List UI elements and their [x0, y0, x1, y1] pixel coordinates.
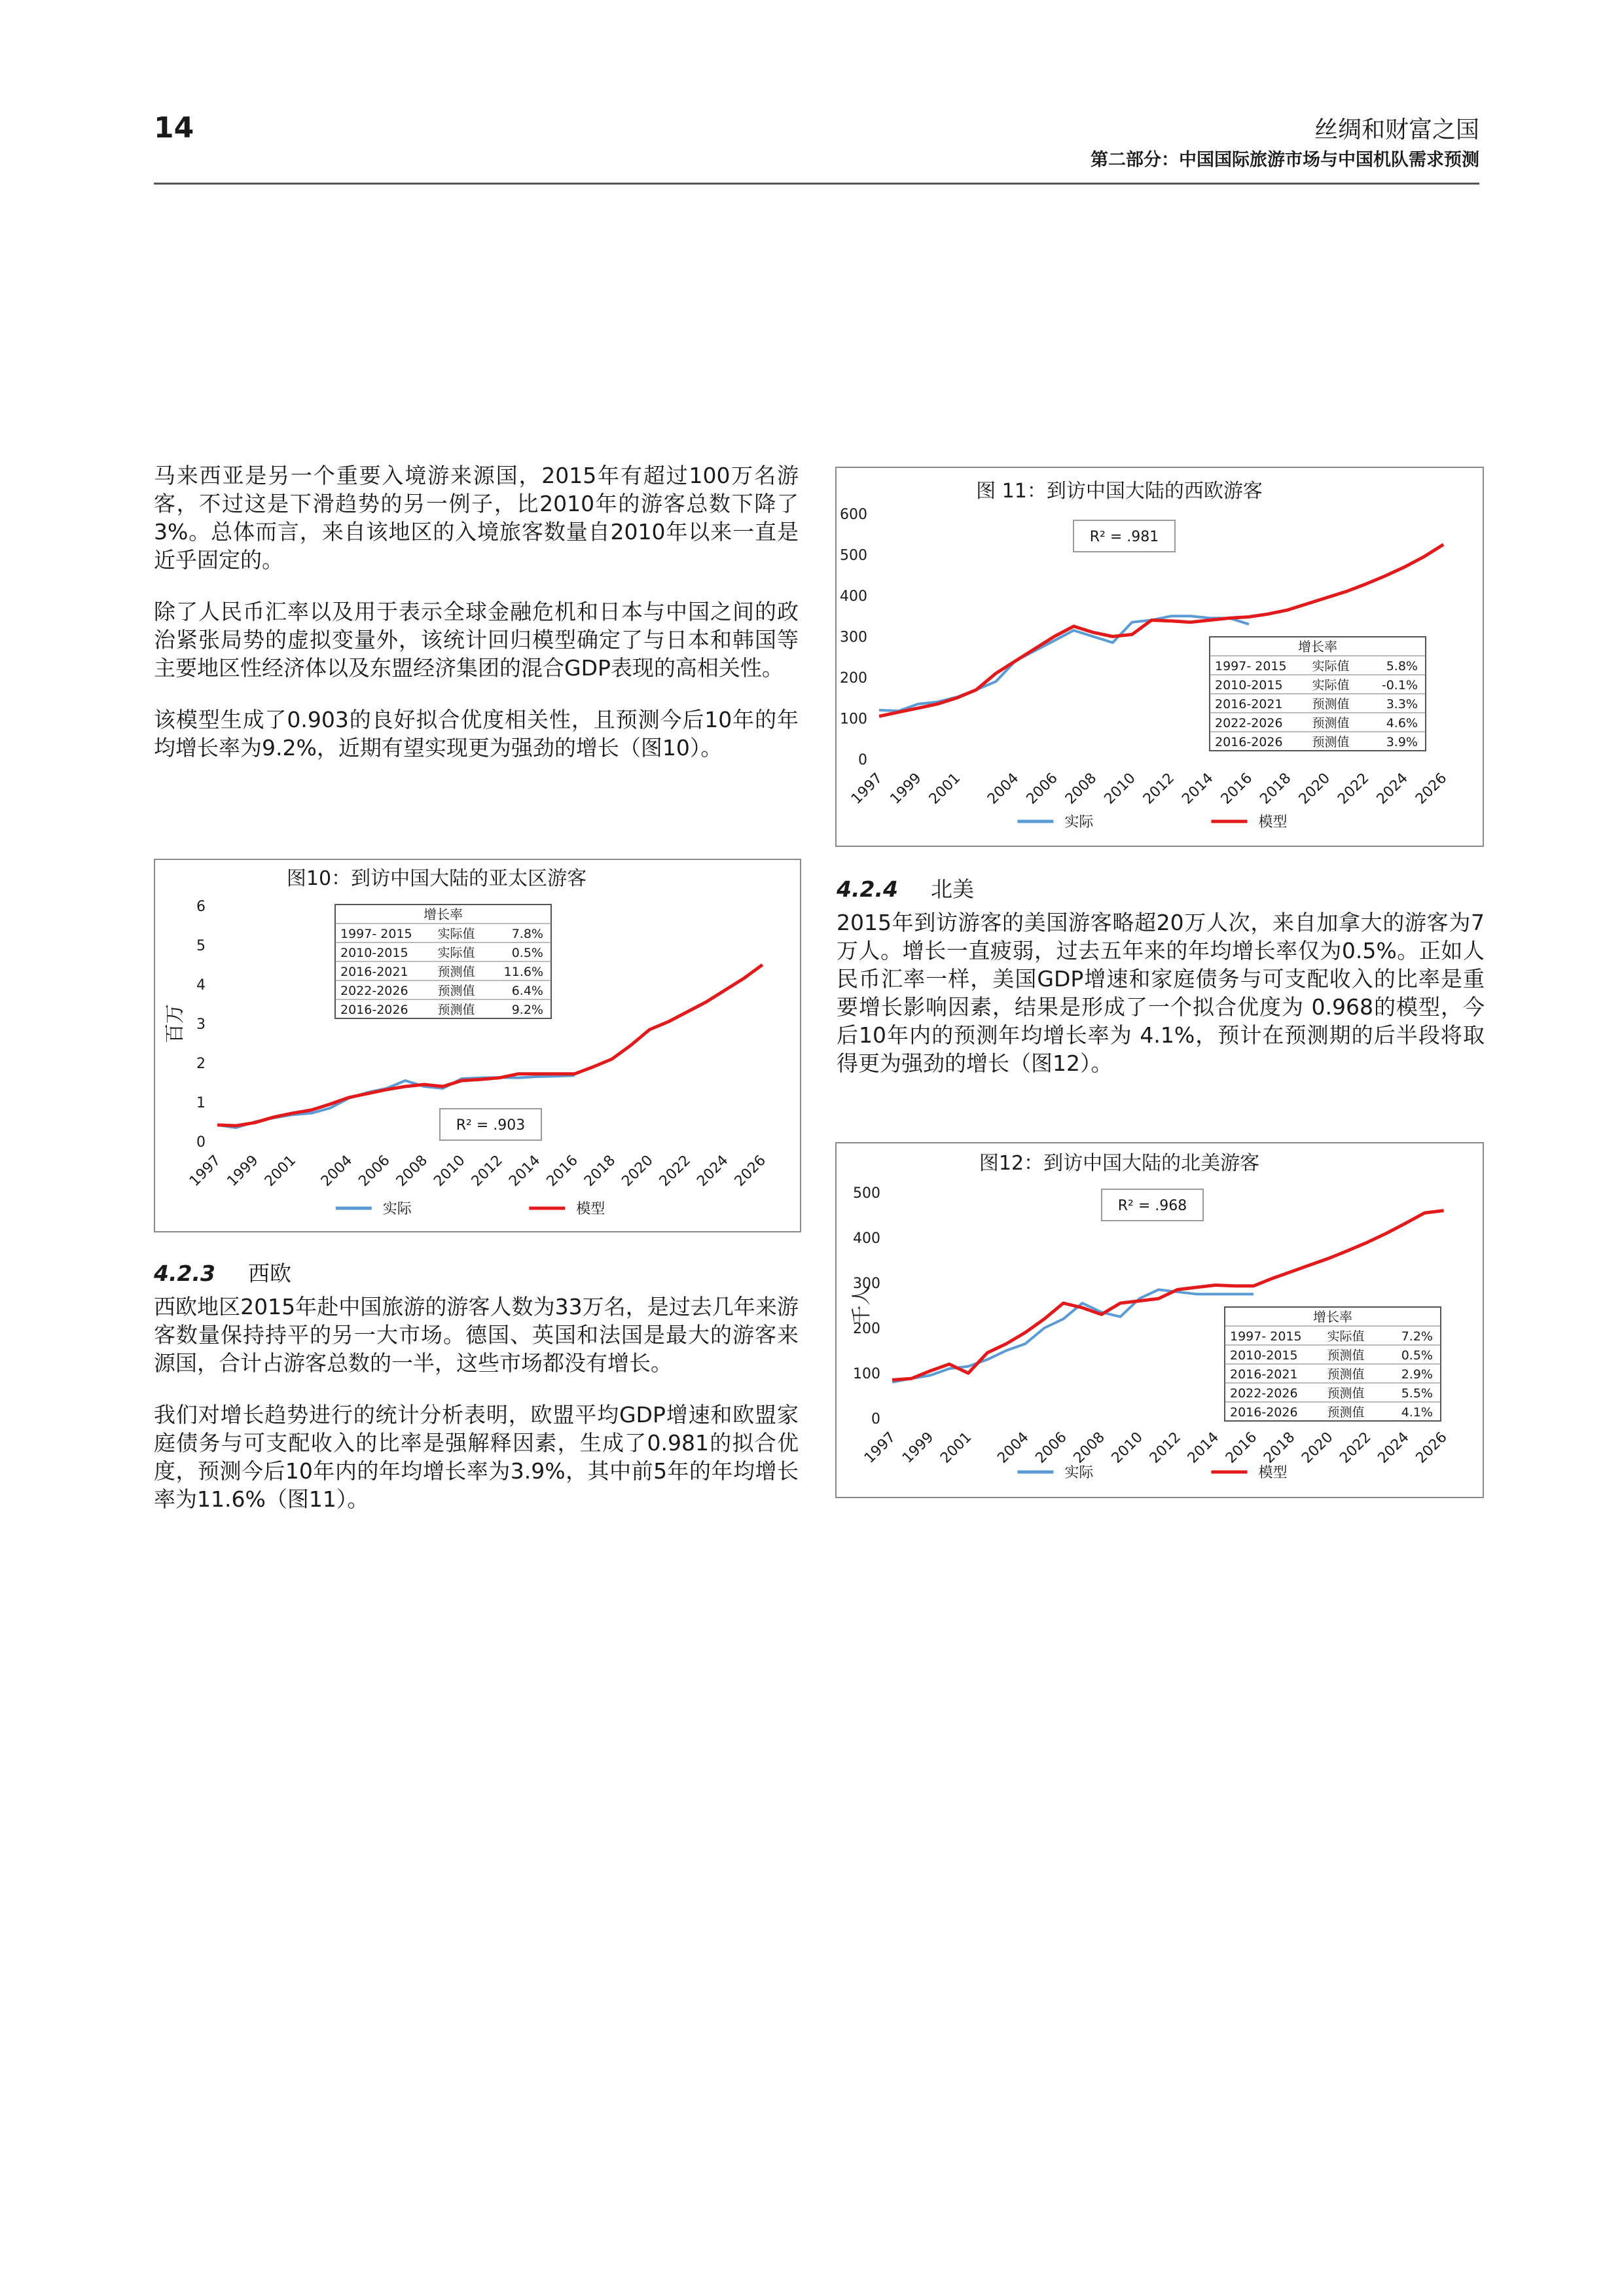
x-tick-label: 2016	[543, 1152, 581, 1190]
x-tick-label: 2018	[1257, 770, 1295, 808]
growth-table-type: 实际值	[1312, 678, 1350, 692]
x-tick-label: 2024	[1375, 1429, 1413, 1467]
x-tick-label: 2018	[581, 1152, 619, 1190]
legend-label-actual: 实际	[1064, 1465, 1094, 1481]
y-tick-label: 2	[196, 1056, 206, 1072]
growth-table-type: 预测值	[437, 965, 475, 979]
growth-table-title: 增长率	[424, 906, 463, 922]
growth-table-type: 实际值	[437, 946, 475, 960]
growth-table-rate: 3.3%	[1386, 697, 1418, 711]
x-tick-label: 2006	[1032, 1429, 1070, 1467]
x-tick-label: 1999	[899, 1429, 937, 1467]
x-tick-label: 2014	[1179, 770, 1217, 808]
x-tick-label: 2022	[656, 1152, 695, 1190]
paragraph-western-europe-1: 西欧地区2015年赴中国旅游的游客人数为33万名，是过去几年来游客数量保持持平的另一大市场。德国、英国和法国是最大的游客来源国，合计占游客总数的一半，这些市场都没有增长。	[154, 1294, 799, 1376]
y-tick-label: 1	[196, 1095, 206, 1111]
growth-table-period: 1997- 2015	[340, 927, 412, 941]
fig11-svg	[837, 468, 1483, 846]
section-number: 4.2.4	[837, 876, 898, 902]
legend-label-model: 模型	[1258, 814, 1288, 831]
x-tick-label: 2026	[731, 1152, 770, 1190]
y-tick-label: 300	[840, 629, 867, 646]
section-title: 北美	[930, 876, 974, 902]
growth-table-type: 预测值	[1312, 716, 1350, 730]
growth-table-rate: 4.6%	[1386, 716, 1418, 730]
growth-table-period: 2022-2026	[340, 984, 408, 998]
x-tick-label: 2020	[1295, 770, 1334, 808]
y-tick-label: 400	[853, 1230, 880, 1247]
growth-table-period: 2016-2026	[1215, 735, 1283, 749]
x-tick-label: 2014	[1184, 1429, 1223, 1467]
x-tick-label: 2001	[937, 1429, 975, 1467]
x-tick-label: 2008	[1070, 1429, 1108, 1467]
growth-table-period: 2016-2021	[340, 965, 408, 979]
page-number: 14	[154, 111, 194, 145]
growth-table-rate: 7.2%	[1401, 1329, 1433, 1344]
fig12-svg	[837, 1143, 1483, 1497]
r2-label: R² = .903	[456, 1117, 526, 1134]
legend-label-model: 模型	[1258, 1465, 1288, 1481]
growth-table-period: 1997- 2015	[1215, 659, 1287, 673]
growth-table-type: 预测值	[437, 1003, 475, 1017]
growth-table-rate: 3.9%	[1386, 735, 1418, 749]
y-tick-label: 0	[871, 1411, 880, 1427]
x-tick-label: 2024	[694, 1152, 732, 1190]
x-tick-label: 2016	[1218, 770, 1256, 808]
chart-title: 图 11：到访中国大陆的西欧游客	[976, 480, 1263, 503]
x-tick-label: 2006	[355, 1152, 393, 1190]
x-tick-label: 2001	[261, 1152, 300, 1190]
growth-table-rate: 9.2%	[511, 1003, 543, 1017]
x-tick-label: 2004	[994, 1429, 1032, 1467]
series-line-actual	[892, 1289, 1254, 1382]
document-title: 丝绸和财富之国	[1314, 117, 1479, 143]
y-tick-label: 500	[840, 547, 867, 564]
y-tick-label: 0	[858, 752, 867, 768]
x-tick-label: 2026	[1413, 1429, 1451, 1467]
document-subtitle: 第二部分：中国国际旅游市场与中国机队需求预测	[1091, 150, 1479, 170]
x-tick-label: 2008	[1062, 770, 1100, 808]
figure-10-chart	[154, 859, 801, 1232]
growth-table-type: 预测值	[1312, 697, 1350, 711]
growth-table-period: 2022-2026	[1230, 1386, 1298, 1401]
paragraph-model-fit: 该模型生成了0.903的良好拟合优度相关性，且预测今后10年的年均增长率为9.2%，近期有望实现更为强劲的增长（图10）。	[154, 707, 799, 761]
x-tick-label: 2014	[506, 1152, 544, 1190]
x-tick-label: 2018	[1261, 1429, 1299, 1467]
growth-table-type: 预测值	[1327, 1386, 1365, 1401]
growth-table-type: 实际值	[437, 927, 475, 941]
section-title: 西欧	[247, 1261, 291, 1286]
growth-table-type: 预测值	[437, 984, 475, 998]
y-tick-label: 600	[840, 507, 867, 523]
growth-table-type: 预测值	[1327, 1348, 1365, 1363]
r2-label: R² = .968	[1117, 1198, 1187, 1214]
growth-table-title: 增长率	[1313, 1309, 1352, 1325]
x-tick-label: 2010	[1108, 1429, 1146, 1467]
section-number: 4.2.3	[154, 1261, 215, 1286]
y-tick-label: 100	[853, 1366, 880, 1382]
growth-table-period: 2010-2015	[1215, 678, 1283, 692]
growth-table-rate: 11.6%	[503, 965, 543, 979]
paragraph-western-europe-2: 我们对增长趋势进行的统计分析表明，欧盟平均GDP增速和欧盟家庭债务与可支配收入的比率是强解释因素，生成了0.981的拟合优度，预测今后10年内的年均增长率为3.9%，其中前5年的年均增长率为11.6%（图11）。	[154, 1402, 799, 1512]
y-tick-label: 5	[196, 938, 206, 954]
growth-table-rate: -0.1%	[1381, 678, 1418, 692]
growth-table-title: 增长率	[1298, 639, 1337, 655]
growth-table-rate: 7.8%	[511, 927, 543, 941]
growth-table-period: 1997- 2015	[1230, 1329, 1302, 1344]
growth-table-type: 预测值	[1312, 735, 1350, 749]
growth-table-rate: 2.9%	[1401, 1367, 1433, 1382]
legend-label-actual: 实际	[382, 1201, 412, 1217]
x-tick-label: 2004	[984, 770, 1022, 808]
x-tick-label: 2006	[1023, 770, 1061, 808]
y-tick-label: 100	[840, 711, 867, 728]
section-heading-western-europe	[154, 1257, 799, 1287]
chart-title: 图10：到访中国大陆的亚太区游客	[286, 867, 587, 890]
legend-label-model: 模型	[576, 1201, 605, 1217]
growth-table-period: 2022-2026	[1215, 716, 1283, 730]
x-tick-label: 2012	[468, 1152, 506, 1190]
y-tick-label: 400	[840, 588, 867, 605]
x-tick-label: 1999	[887, 770, 925, 808]
x-tick-label: 2020	[619, 1152, 657, 1190]
x-tick-label: 2020	[1299, 1429, 1337, 1467]
figure-11-chart	[835, 467, 1484, 847]
growth-table-type: 预测值	[1327, 1367, 1365, 1382]
x-tick-label: 2016	[1222, 1429, 1261, 1467]
x-tick-label: 2010	[1101, 770, 1139, 808]
legend-label-actual: 实际	[1064, 814, 1094, 831]
growth-table-period: 2016-2026	[340, 1003, 408, 1017]
section-4-2-4	[837, 867, 1485, 1101]
growth-table-type: 实际值	[1327, 1329, 1365, 1344]
paragraph-malaysia: 马来西亚是另一个重要入境游来源国，2015年有超过100万名游客，不过这是下滑趋势的另一例子，比2010年的游客总数下降了3%。总体而言，来自该地区的入境旅客数量自2010年以来一直是近乎固定的。	[154, 463, 799, 573]
left-column	[154, 461, 799, 785]
chart-title: 图12：到访中国大陆的北美游客	[979, 1152, 1260, 1175]
fig10-svg	[155, 860, 800, 1231]
growth-table-type: 实际值	[1312, 659, 1350, 673]
x-tick-label: 2022	[1337, 1429, 1375, 1467]
growth-table-period: 2010-2015	[1230, 1348, 1298, 1363]
y-tick-label: 0	[196, 1134, 206, 1151]
paragraph-regression: 除了人民币汇率以及用于表示全球金融危机和日本与中国之间的政治紧张局势的虚拟变量外，该统计回归模型确定了与日本和韩国等主要地区性经济体以及东盟经济集团的混合GDP表现的高相关性。	[154, 599, 799, 681]
x-tick-label: 1999	[224, 1152, 262, 1190]
r2-label: R² = .981	[1089, 529, 1159, 545]
growth-table-period: 2016-2021	[1215, 697, 1283, 711]
y-axis-label: 百万	[164, 1004, 187, 1043]
growth-table-period: 2016-2026	[1230, 1405, 1298, 1420]
growth-table-rate: 0.5%	[1401, 1348, 1433, 1363]
x-tick-label: 1997	[186, 1152, 225, 1190]
growth-table-rate: 0.5%	[511, 946, 543, 960]
growth-table-rate: 6.4%	[511, 984, 543, 998]
growth-table-type: 预测值	[1327, 1405, 1365, 1420]
y-tick-label: 6	[196, 899, 206, 915]
x-tick-label: 2010	[431, 1152, 469, 1190]
y-tick-label: 500	[853, 1185, 880, 1202]
growth-table-period: 2016-2021	[1230, 1367, 1298, 1382]
growth-table-rate: 4.1%	[1401, 1405, 1433, 1420]
x-tick-label: 1997	[848, 770, 886, 808]
x-tick-label: 2024	[1373, 770, 1411, 808]
y-tick-label: 3	[196, 1016, 206, 1033]
growth-table-rate: 5.8%	[1386, 659, 1418, 673]
x-tick-label: 2004	[317, 1152, 356, 1190]
x-tick-label: 2001	[926, 770, 964, 808]
y-tick-label: 200	[840, 670, 867, 687]
y-tick-label: 4	[196, 977, 206, 994]
y-axis-label: 千人	[850, 1285, 873, 1325]
paragraph-north-america: 2015年到访游客的美国游客略超20万人次，来自加拿大的游客为7万人。增长一直疲弱，过去五年来的年均增长率仅为0.5%。正如人民币汇率一样，美国GDP增速和家庭债务与可支配收入的比率是重要增长影响因素，结果是形成了一个拟合优度为 0.968的模型，今后10年内的预测年均增长率为 4.1%，预计在预测期的后半段将取得更为强劲的增长（图12）。	[837, 910, 1485, 1076]
x-tick-label: 1997	[861, 1429, 899, 1467]
x-tick-label: 2012	[1146, 1429, 1185, 1467]
y-tick-label: 200	[853, 1321, 880, 1337]
section-4-2-3	[154, 1251, 799, 1537]
x-tick-label: 2026	[1413, 770, 1451, 808]
growth-table-period: 2010-2015	[340, 946, 408, 960]
figure-12-chart	[835, 1142, 1484, 1498]
growth-table-rate: 5.5%	[1401, 1386, 1433, 1401]
x-tick-label: 2022	[1335, 770, 1373, 808]
y-tick-label: 300	[853, 1276, 880, 1292]
x-tick-label: 2012	[1140, 770, 1178, 808]
header-rule	[154, 183, 1479, 185]
section-heading-north-america	[837, 872, 1485, 903]
x-tick-label: 2008	[393, 1152, 431, 1190]
